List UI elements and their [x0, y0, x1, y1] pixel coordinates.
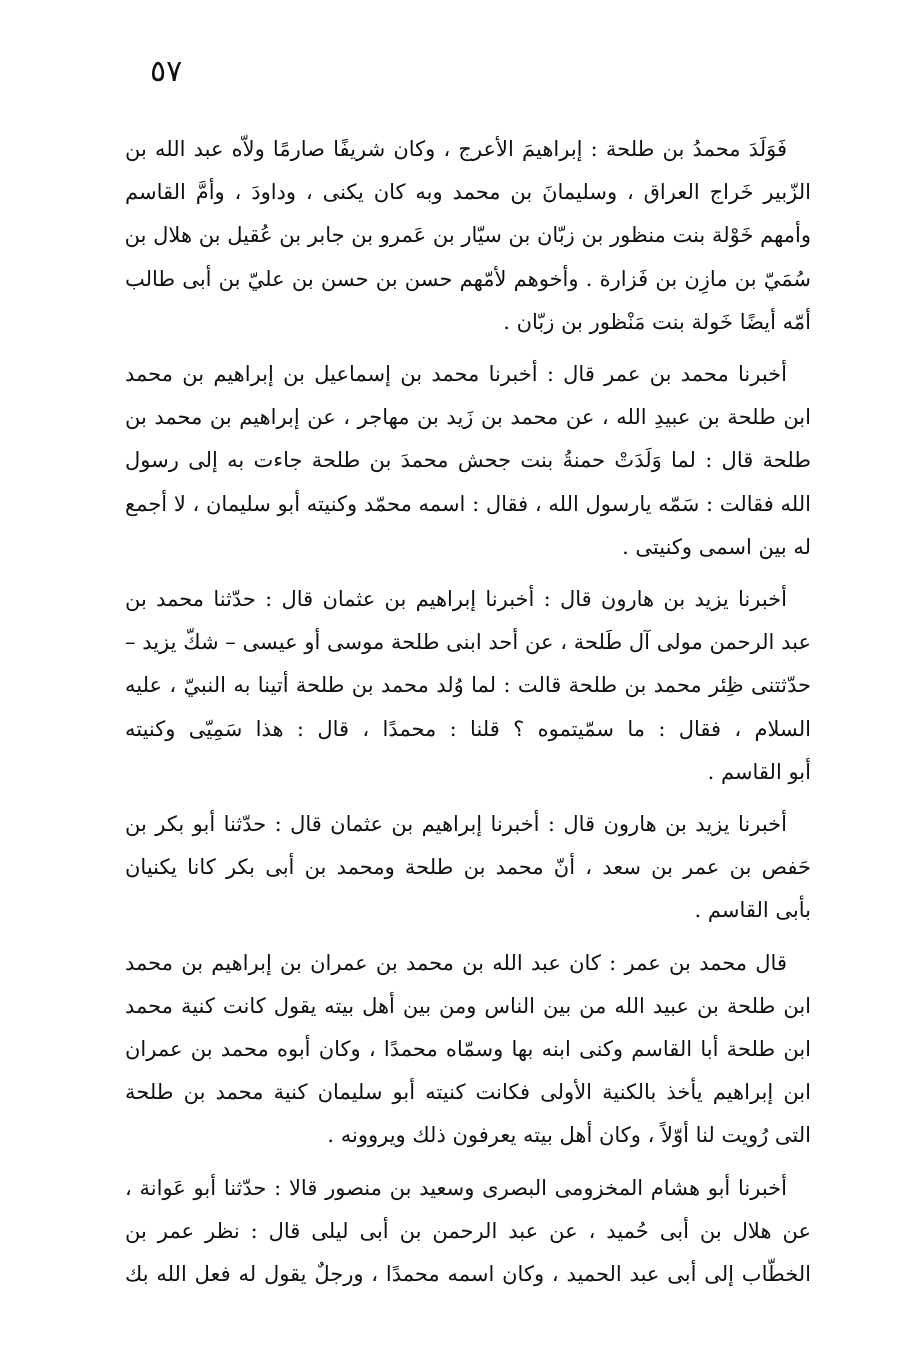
- text-line: وأمهم خَوْلة بنت منظور بن زبّان بن سيّار بن عَمرو بن جابر بن عُقيل بن هلال بن: [125, 223, 811, 248]
- text-line: الله فقالت : سَمّه يارسول الله ، فقال : اسمه محمّد وكنيته أبو سليمان ، لا أجمع: [125, 491, 811, 516]
- body-text: [125, 128, 811, 1296]
- text-line: ابن طلحة أبا القاسم وكنى ابنه بها وسمّاه محمدًا ، وكان أبوه محمد بن عمران: [125, 1037, 811, 1062]
- paragraph-1: [125, 128, 811, 344]
- text-line: أخبرنا محمد بن عمر قال : أخبرنا محمد بن إسماعيل بن إبراهيم بن محمد: [125, 362, 787, 387]
- text-line: السلام ، فقال : ما سمّيتموه ؟ قلنا : محمدًا ، قال : هذا سَمِيّى وكنيته: [125, 716, 811, 741]
- text-line: أخبرنا يزيد بن هارون قال : أخبرنا إبراهيم بن عثمان قال : حدّثنا محمد بن: [125, 587, 787, 612]
- text-line: الزّبير خَراج العراق ، وسليمانَ بن محمد وبه كان يكنى ، وداودَ ، وأمَّ القاسم: [125, 180, 811, 205]
- paragraph-6: [125, 1167, 811, 1297]
- paragraph-4: [125, 803, 811, 933]
- text-line: سُمَيّ بن مازِن بن فَزارة . وأخوهم لأمّهم حسن بن حسن بن عليّ بن أبى طالب: [125, 266, 811, 291]
- text-line: ابن طلحة بن عبيد الله من بين الناس ومن بين أهل بيته يقول كانت كنية محمد: [125, 993, 811, 1018]
- text-line: قال محمد بن عمر : كان عبد الله بن محمد بن عمران بن إبراهيم بن محمد: [125, 950, 787, 975]
- text-line: أخبرنا يزيد بن هارون قال : أخبرنا إبراهيم بن عثمان قال : حدّثنا أبو بكر بن: [125, 812, 787, 837]
- text-line: له بين اسمى وكنيتى .: [622, 534, 811, 559]
- text-line: بأبى القاسم .: [694, 898, 811, 923]
- text-line: ابن طلحة بن عبيدِ الله ، عن محمد بن زَيد بن مهاجر ، عن إبراهيم بن محمد بن: [125, 405, 811, 430]
- paragraph-3: [125, 578, 811, 794]
- text-line: ابن إبراهيم يأخذ بالكنية الأولى فكانت كنيته أبو سليمان كنية محمد بن طلحة: [125, 1080, 811, 1105]
- text-line: حَفص بن عمر بن سعد ، أنّ محمد بن طلحة ومحمد بن أبى بكر كانا يكنيان: [125, 855, 811, 880]
- text-line: طلحة قال : لما وَلَدَتْ حمنةُ بنت جحش محمدَ بن طلحة جاءت به إلى رسول: [125, 448, 811, 473]
- text-line: أخبرنا أبو هشام المخزومى البصرى وسعيد بن منصور قالا : حدّثنا أبو عَوانة ،: [125, 1175, 787, 1200]
- text-line: أمّه أيضًا خَولة بنت مَنْظور بن زبّان .: [503, 309, 811, 334]
- text-line: الخطّاب إلى أبى عبد الحميد ، وكان اسمه محمدًا ، ورجلٌ يقول له فعل الله بك: [125, 1262, 811, 1287]
- text-line: عن هلال بن أبى حُميد ، عن عبد الرحمن بن أبى ليلى قال : نظر عمر بن: [125, 1218, 811, 1243]
- text-line: أبو القاسم .: [707, 759, 811, 784]
- text-line: التى رُويت لنا أوّلاً ، وكان أهل بيته يعرفون ذلك ويروونه .: [327, 1123, 811, 1148]
- text-line: فَوَلَدَ محمدُ بن طلحة : إبراهيمَ الأعرج ، وكان شريفًا صارمًا ولاّه عبد الله بن: [125, 137, 787, 161]
- paragraph-2: [125, 353, 811, 569]
- text-line: حدّثتنى ظِئر محمد بن طلحة قالت : لما وُلد محمد بن طلحة أتينا به النبيّ ، عليه: [125, 673, 811, 698]
- text-line: عبد الرحمن مولى آل طَلحة ، عن أحد ابنى طلحة موسى أو عيسى – شكّ يزيد –: [125, 630, 811, 655]
- page-number: ٥٧: [150, 54, 183, 89]
- paragraph-5: [125, 942, 811, 1158]
